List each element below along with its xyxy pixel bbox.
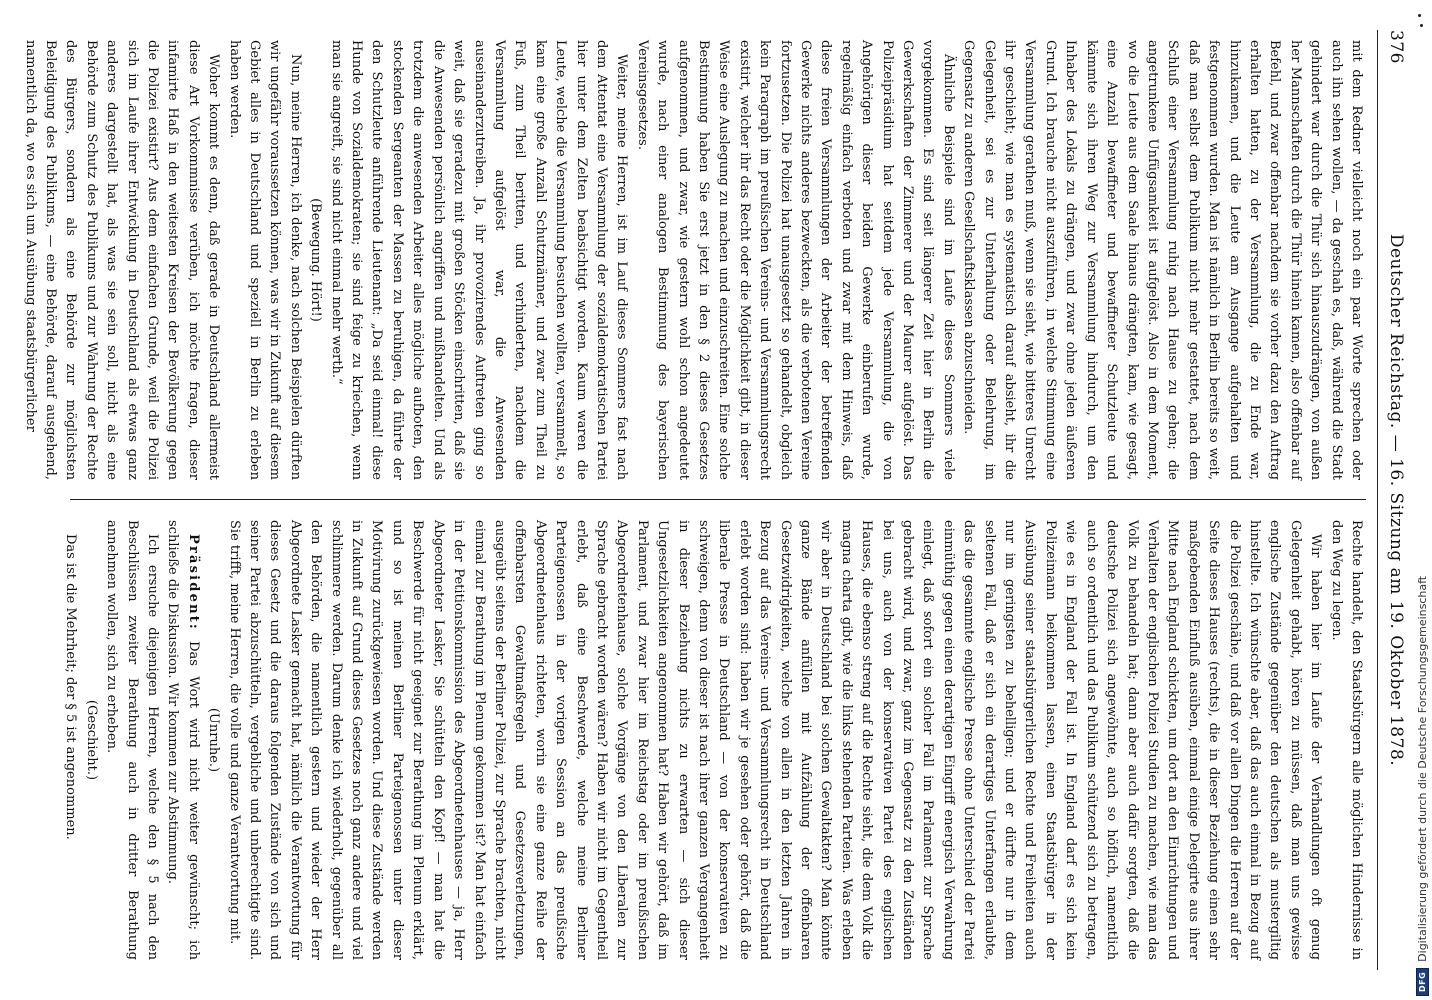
running-title: Deutscher Reichstag. — 16. Sitzung am 19. Oktober 1878.	[1386, 233, 1406, 767]
paragraph: Ähnliche Beispiele sind im Laufe dieses Sommers viele vorgekommen. Es sind seit längerer Zeit hier in Berlin die Gewerkschaften der Zimmerer und der Maurer aufgelöst. Das Polizeipräsidium hat seitdem jede Versammlung, die von Angehörigen dieser beiden Gewerke einberufen wurde, regelmäßig einfach verboten und zwar mit dem Hinweis, daß diese freien Versammlungen der Arbeiter der betreffenden Gewerke nichts anderes bezweckten, als die verbotenen Vereine fortzusetzen. Die Polizei hat unausgesetzt so gehandelt, obgleich kein Paragraph im preußischen Vereins- und Versammlungsrecht existirt, welcher ihr das Recht oder die Möglichkeit gibt, in dieser Weise eine Auslegung zu machen und einzuschreiten. Eine solche Bestimmung haben Sie erst jetzt in den § 2 dieses Gesetzes aufgenommen, und zwar, wie gestern wohl schon angedeutet wurde, nach einer analogen Bestimmung des bayerischen Vereinsgesetzes.	[634, 40, 956, 480]
page-number: 376	[1386, 30, 1406, 64]
scan-speck	[1418, 14, 1421, 17]
dfg-logo-icon: DFG	[1416, 968, 1429, 996]
paragraph: Ich ersuche diejenigen Herren, welche den § 5 nach den Beschlüssen zweiter Berathung auch in dritter Berathung annehmen wollen, sich zu erheben.	[104, 520, 161, 960]
paragraph: Woher kommt es denn, daß gerade in Deutschland allermeist diese Art Vorkommnisse verüben, ich möchte fragen, dieser infamirte Haß in den weitesten Kreisen der Bevölkerung gegen die Polizei existirt? Aus dem einfachen Grunde, weil die Polizei sich im Laufe ihrer Entwicklung in Deutschland als etwas ganz anderes dargestellt hat, als was sie sein soll, nicht als eine Behörde zum Schutz des Publikums und zur Wahrung der Rechte des Bürgers, sondern als eine Behörde zur möglichsten Beleidigung des Publikums, — eine Behörde, darauf ausgehend, namentlich da, wo es sich um Ausübung staatsbürgerlicher	[22, 40, 222, 480]
interjection: (Geschieht.)	[83, 699, 99, 781]
president-label: Präsident:	[185, 534, 201, 631]
interjection: (Bewegung. Hört!)	[308, 198, 324, 322]
president-statement: Präsident: Das Wort wird nicht weiter gewünscht; ich schließe die Diskussion. Wir kommen zur Abstimmung.	[165, 520, 201, 960]
paragraph: Rechte handelt, den Staatsbürgern alle möglichen Hindernisse in den Weg zu legen.	[1328, 520, 1364, 960]
column-divider	[70, 499, 1366, 500]
digitization-footer	[1416, 576, 1429, 996]
scan-speck	[1420, 24, 1423, 27]
digitization-credit: Digitalisierung gefördert durch die Deutsche Forschungsgemeinschaft	[1416, 575, 1429, 962]
page-header	[1382, 30, 1410, 970]
header-rule	[1377, 30, 1378, 970]
paragraph: Wir haben hier im Laufe der Verhandlungen oft genug Gelegenheit gehabt, hören zu müssen, daß man uns gewisse englische Zustände gegenüber den deutschen als mustergiltig hinstellte. Ich wünschte aber, daß das auch einmal in Bezug auf die Polizei geschähe, und daß vor allen Dingen die Herren auf der Seite dieses Hauses (rechts), die in dieser Beziehung einen sehr maßgebenden Einfluß ausüben, einmal einige Delegirte aus ihrer Mitte nach England schickten, um dort an den Einrichtungen und Verhalten der englischen Polizei Studien zu machen, wie man das Volk zu behandeln hat; dann aber auch dafür sorgten, daß die deutsche Polizei sich angewöhnte, auch so höflich, namentlich auch so ordentlich und das Publikum schützend sich zu betragen, wie es in England der Fall ist. In England darf es sich kein Polizeimann beikommen lassen, einen Staatsbürger in der Ausübung seiner staatsbürgerlichen Rechte und Freiheiten auch nur im geringsten zu behelligen; und er dürfte nur in dem seltenen Fall, daß er sich ein derartiges Unterfangen erlaubte, das die gesammte englische Presse ohne Unterschied der Partei einmüthig gegen einen derartigen Eingriff energisch Verwahrung einlegt, daß sofort ein solcher Fall im Parlament zur Sprache gebracht wird, und zwar, ganz im Gegensatz zu den Zuständen bei uns, auch von der konservativen Partei des englischen Hauses, die ebenso streng auf die Rechte sieht, die dem Volk die magna charta gibt, wie die links stehenden Parteien. Was erleben wir aber in Deutschland bei solchen Gewaltakten? Man könnte ganze Bände anfüllen mit Aufzählung der offenbaren Gesetzwidrigkeiten, welche von allen in den letzten Jahren in Bezug auf das Vereins- und Versammlungsrecht in Deutschland erlebt worden sind: haben wir je gesehen oder gehört, daß die liberale Presse in Deutschland — von der konservativen zu schweigen, denn von dieser ist nach ihrer ganzen Vergangenheit in dieser Beziehung nichts zu erwarten — sich dieser Ungesetzlichkeiten angenommen hat? Haben wir gehört, daß im Parlament, und zwar hier im Reichstag oder im preußischen Abgeordnetenhause, solche Vorgänge von den Liberalen zur Sprache gebracht worden wären? Haben wir nicht im Gegentheil erlebt, daß eine Beschwerde, welche meine Berliner Parteigenossen in der vorigen Session an das preußische Abgeordnetenhaus richteten, worin sie eine ganze Reihe der offenbarsten Gewaltmaßregeln und Gesetzesverletzungen, ausgeübt seitens der Berliner Polizei, zur Sprache brachten, nicht einmal zur Berathung im Plenum gekommen ist? Man hat einfach in der Petitionskommission des Abgeordnetenhauses — ja, Herr Abgeordneter Lasker, Sie schütteln den Kopf! — man hat die Beschwerde für nicht geeignet zur Berathung im Plenum erklärt, und so ist meinen Berliner Parteigenossen unter dieser Motivirung zurückgewiesen worden. Und diese Zustände werden in Zukunft auf Grund dieses Gesetzes noch ganz andere und viel schlimmere werden. Darum denke ich wiederholt, gegenüber all den Behörden, die namentlich gestern und wieder der Herr Abgeordnete Lasker gemacht hat, nämlich die Verantwortung für dieses Gesetz und die daraus folgenden Zustände von sich und seiner Partei abzuschütteln, vergebliche und unberechtigte sind. Sie trifft, meine Herren, die volle und ganze Verantwortung mit.	[226, 520, 1324, 960]
paragraph: Das ist die Mehrheit; der § 5 ist angenommen.	[63, 534, 79, 840]
left-column	[19, 40, 1366, 480]
right-column	[60, 520, 1366, 960]
paragraph: mit dem Redner vielleicht noch ein paar Worte sprechen oder auch ihn sehen wollen, — da geschah es, daß, während die Stadt gehindert war durch die Thür sich hinauszudrängen, von außen her Mannschaften durch die Thür hinein kamen, also offenbar auf Befehl, und zwar offenbar nachdem sie vorher dazu den Auftrag erhalten hatten, zu der Versammlung, die zu Ende war, hinzukamen, und die Leute am Ausgange aufgehalten und festgenommen wurden. Man ist nämlich in Berlin bereits so weit, daß man selbst dem Publikum nicht mehr gestattet, nach dem Schluß einer Versammlung ruhig nach Hause zu gehen; die angetrunkene Unfügsamkeit ist aufgelöst. Also in dem Moment, wo die Leute aus dem Saale hinaus drängten, kam, wie gesagt, eine Anzahl bewaffneter und bewaffneter Schutzleute und kämmte sich ihren Weg zur Versammlung hindurch, um den Inhaber des Lokals zu drängen, und zwar ohne jeden äußeren Grund. Ich brauche nicht auszuführen, in welche Stimmung eine Versammlung gerathen muß, wenn sie sieht, wie bitteres Unrecht ihr geschieht; wie man es systematisch darauf absieht, ihr die Gelegenheit, sei es zur Unterhaltung oder Belehrung, im Gegensatz zu anderen Gesellschaftsklassen abzuschneiden.	[961, 40, 1364, 480]
document-page	[22, 0, 1420, 1000]
paragraph: Nun, meine Herren, ich denke, nach solchen Beispielen dürften wir ungefähr voraussetzen können, was wir in Zukunft auf diesem Gebiet alles in Deutschland und speziell in Berlin zu erleben haben werden.	[226, 40, 303, 480]
interjection: (Unruhe.)	[206, 707, 222, 773]
paragraph: Weiter, meine Herren, ist im Lauf dieses Sommers fast nach dem Attentat eine Versammlung der sozialdemokratischen Partei hier unter dem Zelten beabsichtigt worden. Kaum waren die Leute, welche die Versammlung besuchen wollten, versammelt, so kam eine große Anzahl Schutzmänner, und zwar zum Theil zu Fuß, zum Theil beritten, und verhinderten, nachdem die Versammlung aufgelöst war, die Anwesenden auseinanderzutreiben. Ja, ihr provozirendes Auftreten ging so weit, daß sie geradezu mit großen Stöcken einschritten, daß sie die Anwesenden persönlich angriffen und mißhandelten. Und als trotzdem die anwesenden Arbeiter alles mögliche aufboten, den stockenden Sergeanten der Massen zu beruhigen, da führte der den Schutzleute anführende Lieutenant: „Da seid einmal! diese Hunde von Sozialdemokraten; sie sind feige zu kriechen, wenn man sie angreift, sie sind nicht einmal mehr werth.“	[328, 40, 630, 480]
